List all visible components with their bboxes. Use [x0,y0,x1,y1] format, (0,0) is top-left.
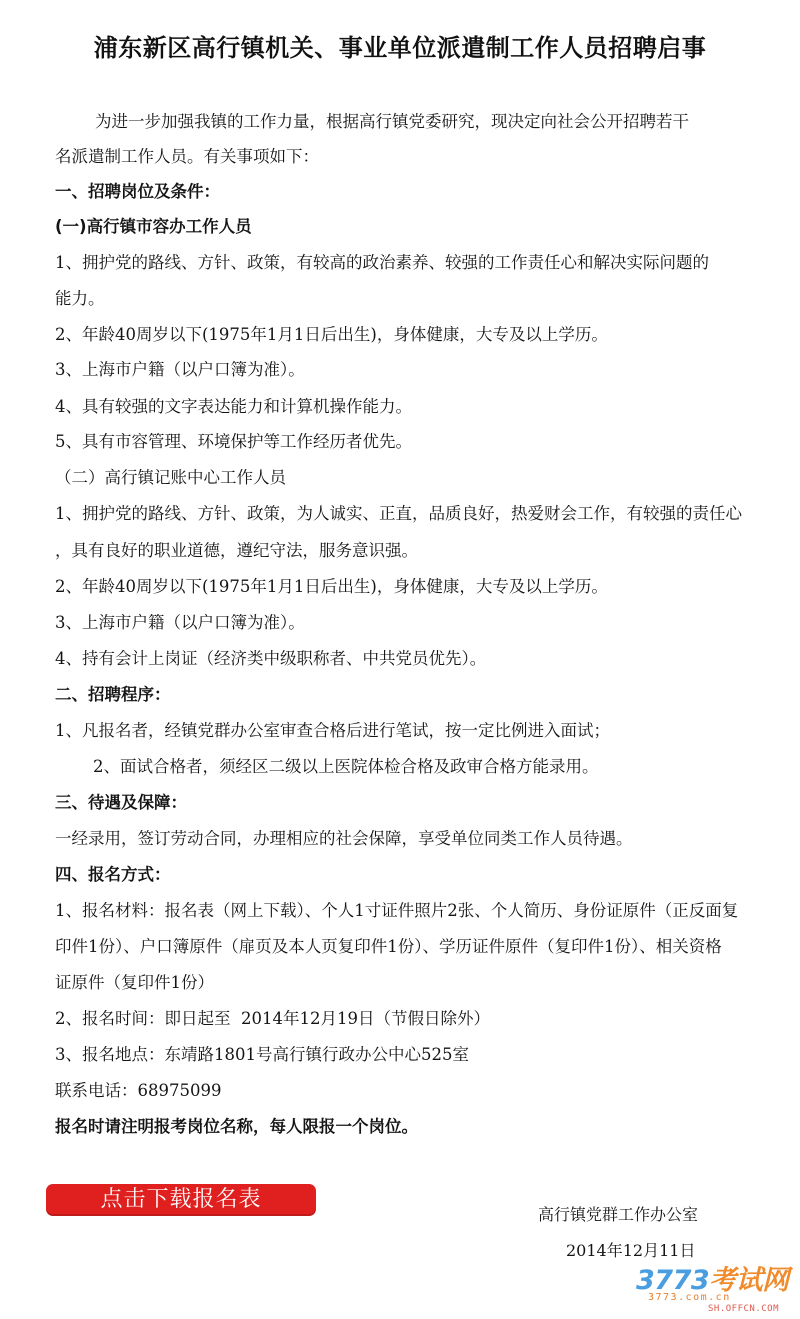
s3-item-1: 一经录用，签订劳动合同，办理相应的社会保障，享受单位同类工作人员待遇。 [55,829,633,848]
s1b-item-3: 3、上海市户籍（以户口簿为准）。 [55,613,305,632]
s1a-item-1-line-1: 1、拥护党的路线、方针、政策，有较高的政治素养、较强的工作责任心和解决实际问题的 [55,253,709,272]
section-1-heading: 一、招聘岗位及条件： [55,182,220,201]
page-title: 浦东新区高行镇机关、事业单位派遣制工作人员招聘启事 [93,34,707,62]
signature-office: 高行镇党群工作办公室 [538,1205,699,1224]
section-2-heading: 二、招聘程序： [55,685,171,704]
s4-item-2: 2、报名时间：即日起至 2014年12月19日（节假日除外） [55,1009,490,1028]
watermark-site: 3773.com.cn [648,1292,731,1303]
watermark-logo-text: 考试网 [709,1265,789,1296]
s4-item-1-line-3: 证原件（复印件1份） [55,973,214,992]
subsection-1b-heading: （二）高行镇记账中心工作人员 [55,468,286,487]
s1a-item-5: 5、具有市容管理、环境保护等工作经历者优先。 [55,432,412,451]
s4-item-1-line-2: 印件1份）、户口簿原件（扉页及本人页复印件1份）、学历证件原件（复印件1份）、相关资格 [55,937,722,956]
registration-note: 报名时请注明报考岗位名称，每人限报一个岗位。 [55,1117,418,1136]
intro-paragraph-line-2: 名派遣制工作人员。有关事项如下： [55,147,319,166]
s1a-item-1-line-2: 能力。 [55,289,105,308]
s2-item-2: 2、面试合格者，须经区二级以上医院体检合格及政审合格方能录用。 [93,757,599,776]
signature-date: 2014年12月11日 [566,1241,696,1260]
watermark-sub-site: SH.OFFCN.COM [708,1304,780,1314]
watermark-logo-number: 3773 [636,1265,710,1296]
download-form-button[interactable]: 点击下载报名表 [46,1184,316,1216]
s1b-item-4: 4、持有会计上岗证（经济类中级职称者、中共党员优先）。 [55,649,487,668]
s4-item-3: 3、报名地点：东靖路1801号高行镇行政办公中心525室 [55,1045,469,1064]
subsection-1a-heading: (一)高行镇市容办工作人员 [55,217,252,236]
s1b-item-2: 2、年龄40周岁以下(1975年1月1日后出生)，身体健康，大专及以上学历。 [55,577,608,596]
s1b-item-1-line-1: 1、拥护党的路线、方针、政策，为人诚实、正直，品质良好，热爱财会工作，有较强的责任心 [55,504,742,523]
s4-item-1-line-1: 1、报名材料：报名表（网上下载）、个人1寸证件照片2张、个人简历、身份证原件（正反面复 [55,901,739,920]
intro-paragraph-line-1: 为进一步加强我镇的工作力量，根据高行镇党委研究，现决定向社会公开招聘若干 [95,112,689,131]
s1a-item-4: 4、具有较强的文字表达能力和计算机操作能力。 [55,397,412,416]
section-3-heading: 三、待遇及保障： [55,793,187,812]
s1b-item-1-line-2: ，具有良好的职业道德，遵纪守法，服务意识强。 [55,541,418,560]
s1a-item-2: 2、年龄40周岁以下(1975年1月1日后出生)，身体健康，大专及以上学历。 [55,325,608,344]
contact-phone: 联系电话：68975099 [55,1081,222,1100]
s1a-item-3: 3、上海市户籍（以户口簿为准）。 [55,360,305,379]
s2-item-1: 1、凡报名者，经镇党群办公室审查合格后进行笔试，按一定比例进入面试； [55,721,610,740]
section-4-heading: 四、报名方式： [55,865,171,884]
